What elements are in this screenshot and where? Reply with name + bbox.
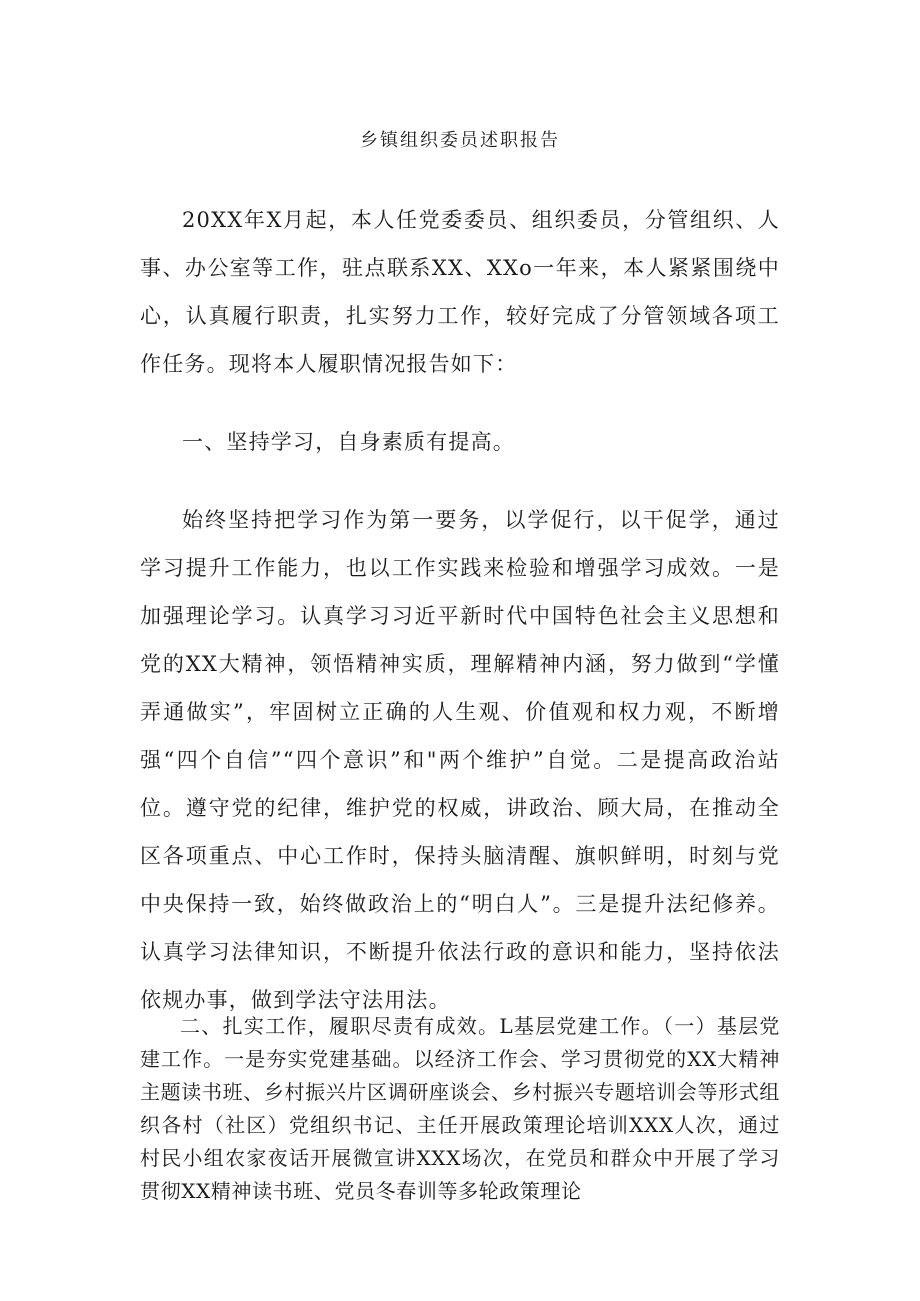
document-title: 乡镇组织委员述职报告 [360,130,560,151]
section-1-heading: 一、坚持学习，自身素质有提高。 [182,430,515,454]
intro-paragraph: 20XX年X月起，本人任党委委员、组织委员，分管组织、人事、办公室等工作，驻点联系XX、XXo一年来，本人紧紧围绕中心，认真履行职责，扎实努力工作，较好完成了分管领域各项工作任务。现将本人履职情况报告如下： [140,208,780,376]
section-1-body: 始终坚持把学习作为第一要务，以学促行，以干促学，通过学习提升工作能力，也以工作实践来检验和增强学习成效。一是加强理论学习。认真学习习近平新时代中国特色社会主义思想和党的XX大精神，领悟精神实质，理解精神内涵，努力做到“学懂弄通做实”，牢固树立正确的人生观、价值观和权力观，不断增强“四个自信”“四个意识”和"两个维护”自觉。二是提高政治站位。遵守党的纪律，维护党的权威，讲政治、顾大局，在推动全区各项重点、中心工作时，保持头脑清醒、旗帜鲜明，时刻与党中央保持一致，始终做政治上的“明白人”。三是提升法纪修养。认真学习法律知识，不断提升依法行政的意识和能力，坚持依法依规办事，做到学法守法用法。 [140,508,780,1012]
section-2-body: 二、扎实工作，履职尽责有成效。L基层党建工作。（一）基层党建工作。一是夯实党建基础。以经济工作会、学习贯彻党的XX大精神主题读书班、乡村振兴片区调研座谈会、乡村振兴专题培训会等形式组织各村（社区）党组织书记、主任开展政策理论培训XXX人次，通过村民小组农家夜话开展微宣讲XXX场次，在党员和群众中开展了学习贯彻XX精神读书班、党员冬春训等多轮政策理论 [140,1014,780,1203]
